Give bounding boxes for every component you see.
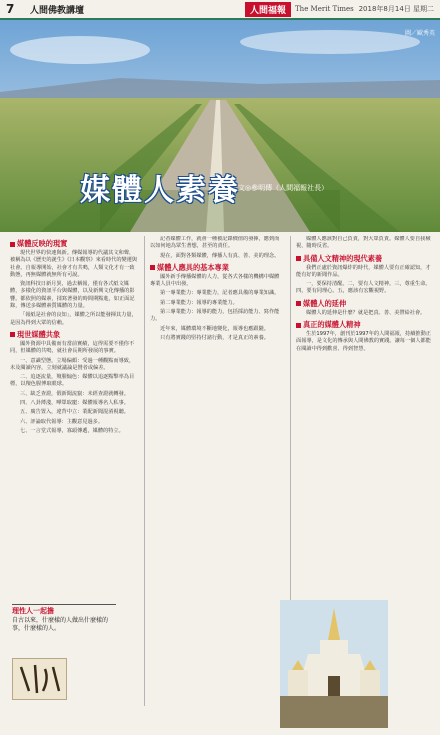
page-header xyxy=(0,0,440,20)
list-item: 六、評論取代報導：主觀意見過多。 xyxy=(20,418,104,425)
photo-credit: 圖／歐秀英 xyxy=(405,30,436,37)
section-title: 人間佛教講壇 xyxy=(30,5,85,16)
list-item: 一、意識型態，立場偏頗：受過一種觀點而導致，未及閱讀內容，立刻就議論是贊者或偏差。 xyxy=(10,357,135,371)
paragraph: 生於1997年，創刊於1997年的人間福報，持續推動正面報導，是文化的傳承與人間佛教的實踐。讓每一個人都能在閱讀中得到歡喜、得到智慧。 xyxy=(296,331,431,352)
paragraph: 國外新手傳播媒體的人力，從各式各樣的機構中媒體專業人員中出發。 xyxy=(150,273,280,288)
issue-date: 2018年8月14日 星期二 xyxy=(358,5,434,13)
byline: 文◎參明傳（人間福報社長） xyxy=(238,184,329,192)
list-item: 三、缺乏查證，假新聞流竄：未經查證就轉發。 xyxy=(20,390,129,397)
subheading: 媒體人應具的基本專業 xyxy=(150,263,284,272)
sidebar-title: 理性人一起擔 xyxy=(12,607,54,615)
paragraph: 現在，面對各類媒體，傳播人有真、善、美的理念。 xyxy=(160,252,280,259)
paragraph: 現代世界的快速與新。傳媒報導的代議其文和聲，被稱為以《歷史的誕生》《日本觀察》來看時代的變遷與社會。自報導開始，社會才有共鳴，人類文化才有一致動態，再無媒體就無所有可說。 xyxy=(10,250,138,278)
list-item: 五、廣告置入，違背中立：業配新聞混淆視聽。 xyxy=(20,409,129,416)
list-item: 第三專業能力：報導的能力，包括採訪能力、寫作能力。 xyxy=(150,309,280,323)
calligraphy-brush-icon xyxy=(15,661,65,697)
headline: 媒體人素養 xyxy=(80,173,240,208)
list-item: 第二專業能力：報導的專業能力。 xyxy=(160,299,238,306)
paragraph: 近年來，媒體環境不斷地變化，報導也應跟隨。 xyxy=(160,325,269,332)
column-divider xyxy=(144,236,145,706)
subheading: 媒體人的延伸 xyxy=(296,299,432,308)
list-item: 四、八卦薄淺，嘩眾取寵：媒體報導名人私事。 xyxy=(20,400,129,407)
stupa-photo xyxy=(280,600,388,728)
stupa-image xyxy=(280,600,388,728)
subheading: 真正的媒體人精神 xyxy=(296,320,432,329)
subheading: 現世媒體共象 xyxy=(10,330,138,339)
subheading: 具備人文精神的現代素養 xyxy=(296,254,432,263)
paragraph: 只有將實踐的堅持付諸行動，才是真正的素養。 xyxy=(160,334,269,341)
article-column-2 xyxy=(150,236,284,706)
paragraph: 「報紙是社會的良知」，媒體之所以能發揮其力量，是因為得到大眾的信賴。 xyxy=(10,312,137,326)
page-number: 7 xyxy=(6,2,15,16)
list-item: 二、追逐流量，羶腥煽色：媒體以追逐點擊率為目標，以羶色腥博取眼球。 xyxy=(10,374,135,388)
masthead-logo: 人間福報 xyxy=(245,2,291,17)
calligraphy-image xyxy=(12,658,67,700)
paragraph: 媒體人應該對自己負責，對大眾負責。媒體人要自我檢視，隨時反省。 xyxy=(296,236,431,250)
paragraph: 媒體人的延伸是什麼？就是把真、善、美帶給社會。 xyxy=(306,309,426,316)
subheading: 媒體反映的現實 xyxy=(10,239,138,248)
list-item: 第一專業能力：專業能力，記者應具備的專業知識。 xyxy=(160,290,280,297)
sidebar-text: 自古以來，什麼樣的人做出什麼樣的事，什麼樣的人。 xyxy=(12,617,109,632)
paragraph: 我們正處於資訊爆炸的時代，媒體人要有正確認知，才能有好的新聞作品。 xyxy=(296,264,431,278)
list-item: 七、一言堂式報導，寡頭傳遞，媒體的特立。 xyxy=(20,427,124,434)
article-column-1 xyxy=(10,236,138,596)
paragraph: 記者媒體工作，就會一種被記錄價值的發揮，應到而以如何地為眾生著想，甚至的責任。 xyxy=(150,236,280,250)
article-column-3 xyxy=(296,236,432,596)
paragraph: 一，要保持清醒。二，要有人文精神。三，尊重生命。四，要有同理心。五，應該有宏觀視野。 xyxy=(296,281,431,295)
paragraph: 資訊科技日新月異，過去稱報，僅有各式紙文媒體，多樣化的資訊平台與媒體，以及新興文化傳播的影響。都依照的媒素，揉寫著發的時間期點進，如正面記錄，傳送多媒體素質媒體的力量。 xyxy=(10,281,135,310)
masthead-english: The Merit Times xyxy=(295,5,354,13)
paragraph: 國外資源中具備而有當前實績，這得需要不僅你不同，但媒體的共鳴，就社會長期所發展的事實。 xyxy=(10,340,135,355)
